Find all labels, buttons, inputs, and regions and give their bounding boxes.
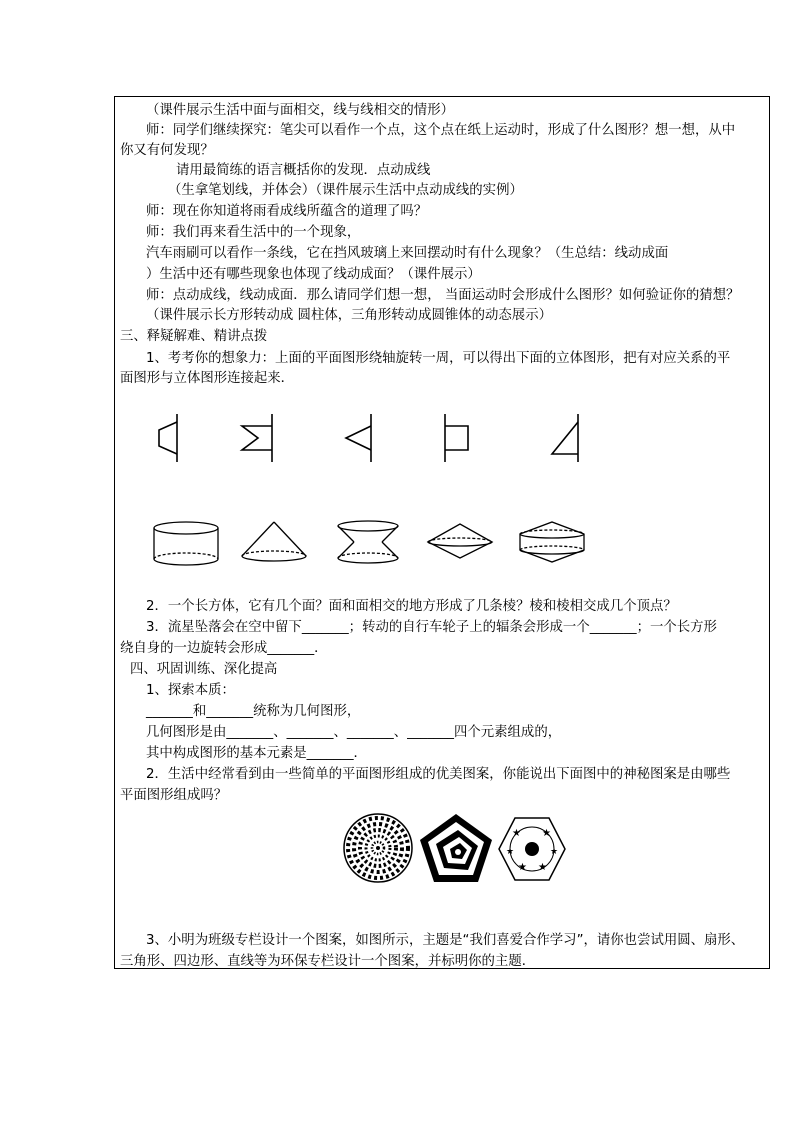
svg-text:★: ★ xyxy=(542,828,551,839)
text-line: 2．生活中经常看到由一些简单的平面图形组成的优美图案，你能说出下面图中的神秘图案是由哪些 xyxy=(146,767,731,782)
text-line: 师：同学们继续探究：笔尖可以看作一个点，这个点在纸上运动时，形成了什么图形？想一想，从中 xyxy=(146,123,736,138)
text-line: 绕自身的一边旋转会形成_______． xyxy=(120,641,328,656)
svg-text:★: ★ xyxy=(518,862,527,873)
text-line: 面图形与立体图形连接起来． xyxy=(120,371,295,386)
radial-pattern-image xyxy=(342,812,414,884)
text-line: 师：现在你知道将雨看成线所蕴含的道理了吗？ xyxy=(146,204,428,219)
solid-figures xyxy=(114,516,770,576)
solid-figures-drawing xyxy=(114,516,770,576)
pentagon-spiral-pattern-image xyxy=(418,812,494,884)
text-line: 三角形、四边形、直线等为环保专栏设计一个图案，并标明你的主题． xyxy=(120,954,536,969)
text-line: _______和_______统称为几何图形， xyxy=(146,704,361,719)
plane-figures xyxy=(114,408,770,468)
text-line: 汽车雨刷可以看作一条线，它在挡风玻璃上来回摆动时有什么现象？（生总结：线动成面 xyxy=(146,246,669,261)
text-line: 平面图形组成吗？ xyxy=(120,788,228,803)
svg-text:★: ★ xyxy=(538,862,547,873)
text-line: 3．流星坠落会在空中留下_______；转动的自行车轮子上的辐条会形成一个_______；一个长方形 xyxy=(146,620,717,635)
hexagon-star-pattern-image xyxy=(498,816,566,882)
text-line: 其中构成图形的基本元素是_______． xyxy=(146,746,367,761)
text-line: 2．一个长方体，它有几个面？面和面相交的地方形成了几条棱？棱和棱相交成几个顶点？ xyxy=(146,599,677,614)
text-line: ）生活中还有哪些现象也体现了线动成面？（课件展示） xyxy=(146,267,481,282)
svg-text:★: ★ xyxy=(550,847,559,857)
section-heading: 四、巩固训练、深化提高 xyxy=(130,662,278,677)
text-line: 师：点动成线，线动成面．那么请同学们想一想， 当面运动时会形成什么图形？如何验证你的猜想？ xyxy=(146,288,740,303)
text-line: 1、探索本质： xyxy=(146,683,235,698)
text-line: （课件展示长方形转动成 圆柱体，三角形转动成圆锥体的动态展示） xyxy=(146,308,552,323)
text-line: （生拿笔划线，并体会）（课件展示生活中点动成线的实例） xyxy=(168,183,523,198)
svg-text:★: ★ xyxy=(506,847,515,857)
plane-figures-drawing xyxy=(114,408,770,468)
text-line: 你又有何发现？ xyxy=(120,143,214,158)
text-line: 请用最简练的语言概括你的发现．点动成线 xyxy=(176,163,431,178)
text-line: 1、考考你的想象力：上面的平面图形绕轴旋转一周，可以得出下面的立体图形，把有对应关系的平 xyxy=(146,351,731,366)
section-heading: 三、释疑解难、精讲点拨 xyxy=(120,329,268,344)
text-line: （课件展示生活中面与面相交，线与线相交的情形） xyxy=(146,103,454,118)
text-line: 师：我们再来看生活中的一个现象， xyxy=(146,225,361,240)
text-line: 3、小明为班级专栏设计一个图案，如图所示，主题是“我们喜爱合作学习”，请你也尝试用圆、扇形、 xyxy=(146,933,745,948)
text-line: 几何图形是由_______、_______、_______、_______四个元素组成的， xyxy=(146,725,562,740)
svg-text:★: ★ xyxy=(512,828,521,839)
